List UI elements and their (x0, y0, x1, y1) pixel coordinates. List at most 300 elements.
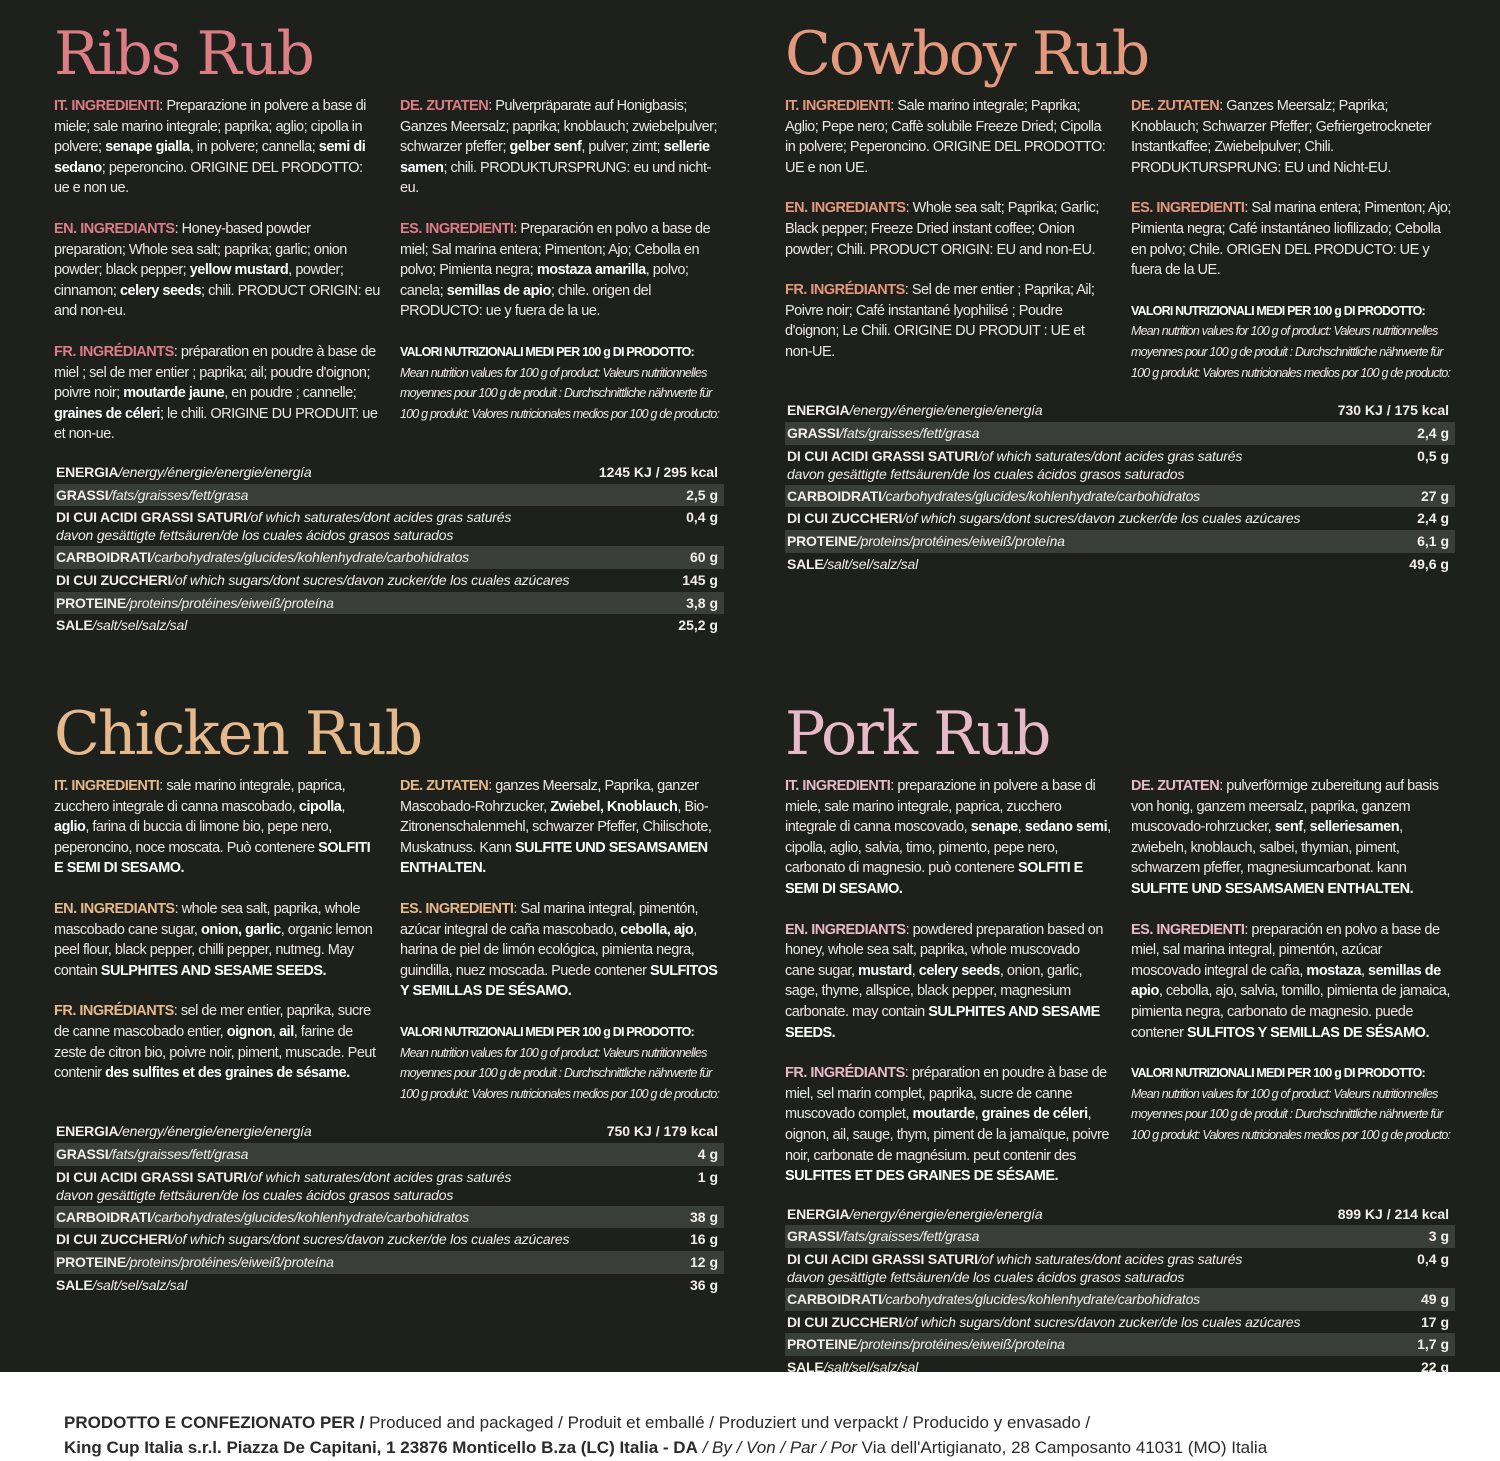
nutrient-name (787, 424, 979, 442)
ingredients-column-right (1131, 776, 1455, 1187)
rub-section-pork (785, 698, 1455, 1379)
nutrient-name-subline: davon gesättigte fettsäuren/de los cuales ácidos grasos saturados (56, 527, 454, 544)
nutrient-value: 17 g (1420, 1313, 1449, 1330)
footer-producer-heading: PRODOTTO E CONFEZIONATO PER / (64, 1413, 365, 1432)
footer-factory-address: Via dell'Artigianato, 28 Camposanto 41031 (MO) Italia (861, 1438, 1268, 1457)
nutrition-row (785, 1311, 1455, 1334)
nutrient-name-it: PROTEINE (787, 532, 857, 549)
nutrient-value: 3 g (1428, 1228, 1449, 1245)
nutrition-row (785, 530, 1455, 553)
nutrient-name (56, 1276, 187, 1294)
ingredients-grid (54, 96, 724, 445)
nutrient-name-it: PROTEINE (787, 1336, 857, 1353)
ingredient-text: : whole sea salt, paprika, whole mascobado cane sugar, (54, 900, 361, 938)
nutrition-row (785, 485, 1455, 508)
nutrition-row (785, 1203, 1455, 1226)
nutrient-name-it: DI CUI ACIDI GRASSI SATURI (787, 1251, 978, 1268)
nutrient-name-subline: davon gesättigte fettsäuren/de los cuales ácidos grasos saturados (787, 465, 1185, 482)
allergen-highlight: SULFITES ET DES GRAINES DE SÉSAME. (785, 1168, 1059, 1185)
nutrient-name-translations: /energy/énergie/energie/energía (118, 463, 312, 480)
nutrient-name (56, 571, 569, 589)
allergen-highlight: selleriesamen (1309, 819, 1400, 836)
ingredient-text: , powder; cinnamon; (54, 262, 344, 299)
nutrient-name-it: DI CUI ZUCCHERI (787, 510, 903, 527)
allergen-highlight: celery seeds (119, 282, 202, 299)
nutrient-name-translations: /proteins/protéines/eiweiß/proteína (856, 1336, 1065, 1353)
ingredient-language-label: IT. INGREDIENTI (785, 778, 891, 794)
ingredient-language-label: DE. ZUTATEN (1131, 98, 1220, 114)
allergen-highlight: sedano semi (1024, 819, 1108, 836)
ingredient-text: : Sel de mer entier ; Paprika; Ail; Poivre noir; Café instantané lyophilisé ; Poudre d'oignon; Le Chili. ORIGINE DU PRODUIT : UE et non-UE. (785, 282, 1095, 360)
footer-by-translations: / By / Von / Par / Por (697, 1438, 862, 1457)
ingredient-language-label: ES. INGREDIENTI (1131, 921, 1245, 938)
nutrient-name-it: GRASSI (56, 1146, 109, 1162)
nutrient-name-it: DI CUI ACIDI GRASSI SATURI (787, 447, 978, 464)
nutrition-row (54, 1166, 724, 1206)
ingredient-text: : preparazione in polvere a base di miele, sale marino integrale, paprica, zucchero integrale di canna moscovado, (785, 778, 1096, 836)
nutrient-value: 6,1 g (1417, 532, 1449, 549)
allergen-highlight: SULFITOS Y SEMILLAS DE SÉSAMO. (1186, 1024, 1429, 1041)
ingredient-language-label: EN. INGREDIANTS (785, 200, 906, 217)
nutrient-name (56, 594, 334, 612)
ingredient-text: : sel de mer entier, paprika, sucre de canne mascobado entier, (54, 1003, 371, 1040)
nutrient-name-translations: /salt/sel/salz/sal (92, 617, 187, 634)
nutrient-value: 12 g (689, 1254, 718, 1271)
nutrient-name-translations: /of which sugars/dont sucres/davon zucker/de los cuales azúcares (171, 1231, 570, 1248)
nutrient-name-it: CARBOIDRATI (787, 1291, 882, 1308)
ingredients-paragraph (54, 219, 380, 322)
nutrient-name (787, 555, 918, 573)
nutrient-name-translations: /of which sugars/dont sucres/davon zucker/de los cuales azúcares (902, 1313, 1301, 1330)
nutrient-name-it: CARBOIDRATI (56, 549, 151, 566)
nutrition-row (785, 553, 1455, 576)
ingredient-text: : Ganzes Meersalz; Paprika; Knoblauch; Schwarzer Pfeffer; Gefriergetrockneter Instantkaffee; Zwiebelpulver; Chili. PRODUKTURSPRUNG: EU und Nicht-EU. (1131, 98, 1432, 176)
ingredient-language-label: EN. INGREDIANTS (785, 921, 906, 938)
ingredients-column-left (54, 776, 380, 1104)
nutrient-value: 3,8 g (686, 594, 718, 611)
nutrient-name-it: DI CUI ACIDI GRASSI SATURI (56, 1168, 247, 1185)
allergen-highlight: SULPHITES AND SESAME SEEDS. (100, 962, 327, 979)
nutrient-name (787, 487, 1200, 505)
allergen-highlight: SULPHITES AND SESAME SEEDS. (785, 1003, 1100, 1041)
nutrient-name (56, 508, 511, 544)
nutrient-name-it: PROTEINE (56, 1254, 126, 1271)
ingredient-text: , pulver; zimt; (581, 139, 664, 156)
nutrition-header-translations: Mean nutrition values for 100 g of product: Valeurs nutritionnelles moyennes pour 100 g de produit : Durchschnittliche nährwerte für 100 g produkt: Valores nutricionales medios por 100 g de producto: (1131, 324, 1451, 380)
nutrient-value: 4 g (697, 1146, 718, 1162)
ingredient-text: , zwiebeln, knoblauch, salbei, thymian, piment, schwarzem pfeffer, magnesiumcarbonat. kann (1131, 819, 1407, 877)
nutrient-name (787, 532, 1065, 550)
ingredients-paragraph (1131, 96, 1455, 178)
nutrient-name-translations: /proteins/protéines/eiweiß/proteína (125, 594, 334, 611)
nutrient-name (56, 463, 311, 481)
footer-line-2 (64, 1435, 1484, 1460)
ingredients-paragraph (400, 219, 724, 322)
allergen-highlight: senape (970, 819, 1018, 836)
ingredients-column-left (785, 96, 1111, 383)
nutrient-name-it: ENERGIA (787, 402, 850, 419)
ingredient-text: : Preparación en polvo a base de miel; Sal marina entera; Pimenton; Ajo; Cebolla en polvo; Pimienta negra; (400, 220, 711, 279)
nutrient-name-translations: /of which saturates/dont acides gras saturés (246, 509, 512, 526)
ingredients-column-left (785, 776, 1111, 1187)
nutrition-row (54, 546, 724, 569)
ingredient-text: , (911, 962, 919, 979)
ingredients-paragraph (54, 899, 380, 981)
ingredient-text: , (1360, 962, 1369, 979)
nutrient-name (56, 1230, 569, 1248)
ingredient-language-label: FR. INGRÉDIANTS (785, 1065, 905, 1082)
ingredient-text: : Sal marina entera; Pimenton; Ajo; Pimienta negra; Café instantáneo liofilizado; Cebolla en polvo; Chile. ORIGEN DEL PRODUCTO: UE y fuera de la UE. (1131, 200, 1451, 279)
nutrient-name-it: DI CUI ACIDI GRASSI SATURI (56, 509, 247, 526)
nutrient-value: 0,4 g (686, 509, 718, 526)
ingredient-text: : preparación en polvo a base de miel, sal marina integral, pimentón, azúcar moscovado integral de caña, (1131, 921, 1440, 979)
ingredient-language-label: FR. INGRÉDIANTS (785, 282, 905, 299)
ingredients-paragraph (54, 776, 380, 879)
nutrient-name (787, 1290, 1200, 1308)
nutrient-name-translations: /energy/énergie/energie/energía (849, 402, 1043, 419)
nutrient-name-it: SALE (787, 555, 824, 572)
nutrient-name-translations: /salt/sel/salz/sal (823, 555, 918, 572)
allergen-highlight: onion, garlic (201, 921, 281, 938)
nutrient-value: 27 g (1420, 487, 1449, 504)
allergen-highlight: gelber senf (509, 139, 582, 156)
ingredients-paragraph (785, 96, 1111, 178)
ingredient-text: , (974, 1106, 982, 1123)
nutrient-value: 1,7 g (1417, 1336, 1449, 1353)
allergen-highlight: mostaza amarilla (536, 262, 646, 279)
ingredient-text: ; le chili. ORIGINE DU PRODUIT: ue et non-ue. (54, 405, 378, 443)
ingredients-column-right (400, 776, 724, 1104)
ingredient-text: , (1302, 819, 1310, 836)
nutrient-value: 899 KJ / 214 kcal (1337, 1205, 1449, 1222)
nutrition-row (54, 461, 724, 484)
ingredient-language-label: ES. INGREDIENTI (400, 900, 514, 917)
nutrition-row (54, 484, 724, 507)
rub-title: Cowboy Rub (785, 19, 1149, 89)
allergen-highlight: graines de céleri (981, 1106, 1088, 1123)
nutrition-header-translations: Mean nutrition values for 100 g of product: Valeurs nutritionnelles moyennes pour 100 g de produit : Durchschnittliche nährwerte für 100 g produkt: Valores nutricionales medios por 100 g de producto: (1131, 1086, 1451, 1142)
ingredient-text: : pulverförmige zubereitung auf basis von honig, ganzem meersalz, paprika, ganzem muscovado-rohrzucker, (1131, 778, 1439, 836)
nutrient-name (56, 1208, 469, 1226)
nutrient-name (787, 1205, 1042, 1223)
ingredient-text: , farina di buccia di limone bio, pepe nero, peperoncino, noce moscata. Può contenere (54, 819, 332, 856)
nutrient-value: 730 KJ / 175 kcal (1337, 402, 1449, 419)
nutrient-name-translations: /energy/énergie/energie/energía (849, 1205, 1043, 1222)
allergen-highlight: ail (279, 1023, 294, 1040)
allergen-highlight: SULFITOS Y SEMILLAS DE SÉSAMO. (400, 962, 718, 1000)
ingredient-language-label: ES. INGREDIENTI (1131, 200, 1245, 217)
ingredients-grid (54, 776, 724, 1104)
nutrition-row (785, 445, 1455, 485)
nutrition-row (785, 1288, 1455, 1311)
nutrition-row (785, 1225, 1455, 1248)
ingredient-text: , harina de piel de limón ecológica, pimienta negra, guindilla, nuez moscada. Puede contener (400, 921, 697, 979)
nutrient-name-translations: /energy/énergie/energie/energía (118, 1123, 312, 1140)
ingredients-paragraph (1131, 776, 1455, 900)
nutrient-name-translations: /fats/graisses/fett/grasa (839, 1228, 980, 1245)
ingredient-language-label: FR. INGRÉDIANTS (54, 343, 174, 360)
nutrition-header (1131, 1063, 1455, 1145)
allergen-highlight: Zwiebel, Knoblauch (550, 798, 678, 815)
nutrient-name-it: SALE (56, 1276, 93, 1293)
nutrition-row (785, 1356, 1455, 1379)
nutrient-value: 22 g (1420, 1359, 1449, 1376)
allergen-highlight: oignon (226, 1023, 273, 1040)
nutrient-name (56, 1168, 511, 1204)
nutrition-row (54, 506, 724, 546)
nutrition-header-translations: Mean nutrition values for 100 g of product: Valeurs nutritionnelles moyennes pour 100 g de produit : Durchschnittliche nährwerte für 100 g produkt: Valores nutricionales medios por 100 g de producto: (400, 365, 720, 421)
nutrient-name-translations: /of which saturates/dont acides gras saturés (246, 1168, 512, 1185)
rub-section-ribs (54, 18, 724, 637)
allergen-highlight: senf (1274, 819, 1303, 836)
nutrient-name-it: ENERGIA (787, 1205, 850, 1222)
ingredients-paragraph (785, 198, 1111, 260)
ingredient-text: , cipolla, aglio, salvia, timo, pimento, pepe nero, carbonato di magnesio. può contenere (785, 819, 1111, 877)
nutrient-name-it: DI CUI ZUCCHERI (787, 1313, 903, 1330)
ingredients-paragraph (54, 96, 380, 199)
nutrient-name-translations: /fats/graisses/fett/grasa (839, 424, 980, 441)
nutrient-name (56, 616, 187, 634)
nutrition-row (54, 1228, 724, 1251)
nutrient-name-translations: /proteins/protéines/eiweiß/proteína (856, 532, 1065, 549)
nutrition-header-title: VALORI NUTRIZIONALI MEDI PER 100 g DI PRODOTTO: (400, 344, 694, 359)
ingredient-text: , onion, garlic, sage, thyme, allspice, black pepper, magnesium carbonate. may contain (785, 962, 1083, 1020)
allergen-highlight: moutarde jaune (123, 385, 225, 402)
allergen-highlight: aglio (54, 819, 86, 836)
nutrition-header-translations: Mean nutrition values for 100 g of product: Valeurs nutritionnelles moyennes pour 100 g de produit : Durchschnittliche nährwerte für 100 g produkt: Valores nutricionales medios por 100 g de producto: (400, 1045, 720, 1101)
ingredient-text: , (272, 1023, 280, 1040)
producer-footer (64, 1410, 1484, 1460)
nutrient-name-translations: /of which sugars/dont sucres/davon zucker/de los cuales azúcares (902, 510, 1301, 527)
nutrient-value: 2,4 g (1417, 510, 1449, 527)
nutrient-value: 25,2 g (678, 617, 718, 634)
nutrient-name-translations: /proteins/protéines/eiweiß/proteína (125, 1254, 334, 1271)
nutrient-value: 49,6 g (1409, 555, 1449, 572)
allergen-highlight: des sulfites et des graines de sésame. (105, 1065, 350, 1082)
nutrient-name-translations: /carbohydrates/glucides/kohlenhydrate/carbohidratos (150, 549, 469, 566)
ingredients-paragraph (400, 96, 724, 199)
allergen-highlight: SULFITE UND SESAMSAMEN ENTHALTEN. (400, 839, 708, 877)
ingredient-language-label: EN. INGREDIANTS (54, 220, 175, 237)
nutrition-row (54, 1251, 724, 1274)
ingredient-text: ; chile. origen del PRODUCTO: ue y fuera de la ue. (400, 282, 651, 320)
nutrition-table (785, 399, 1455, 575)
ingredients-paragraph (785, 280, 1111, 362)
allergen-highlight: mostaza (1306, 962, 1361, 979)
ingredients-paragraph (785, 776, 1111, 900)
nutrition-row (54, 1206, 724, 1229)
nutrient-name (56, 1253, 334, 1271)
nutrition-row (785, 507, 1455, 530)
nutrient-name-translations: /carbohydrates/glucides/kohlenhydrate/carbohidratos (881, 1291, 1200, 1308)
nutrition-row (785, 1248, 1455, 1288)
nutrition-header-title: VALORI NUTRIZIONALI MEDI PER 100 g DI PRODOTTO: (1131, 1066, 1425, 1081)
nutrient-value: 145 g (682, 571, 718, 588)
nutrient-value: 2,5 g (686, 486, 718, 503)
nutrition-row (54, 592, 724, 615)
ingredient-text: , (341, 798, 345, 815)
nutrient-name-translations: /fats/graisses/fett/grasa (108, 486, 249, 503)
ingredient-language-label: ES. INGREDIENTI (400, 220, 514, 237)
allergen-highlight: moutarde (912, 1106, 975, 1123)
ingredient-text: : Honey-based powder preparation; Whole sea salt; paprika; garlic; onion powder; black pepper; (54, 220, 347, 279)
ingredients-paragraph (54, 342, 380, 445)
nutrient-name-it: ENERGIA (56, 1123, 119, 1140)
nutrient-name-translations: /carbohydrates/glucides/kohlenhydrate/carbohidratos (150, 1208, 469, 1225)
nutrition-row (54, 1274, 724, 1297)
ingredient-language-label: IT. INGREDIENTI (54, 98, 160, 114)
nutrient-value: 60 g (689, 549, 718, 566)
rub-title: Pork Rub (785, 699, 1050, 769)
nutrient-name (787, 509, 1300, 527)
ingredient-language-label: DE. ZUTATEN (1131, 778, 1220, 794)
allergen-highlight: yellow mustard (189, 262, 289, 279)
nutrient-name-subline: davon gesättigte fettsäuren/de los cuales ácidos grasos saturados (787, 1269, 1185, 1286)
ingredient-text: : Pulverpräparate auf Honigbasis; Ganzes Meersalz; paprika; knoblauch; zwiebelpulver; schwarzer pfeffer; (400, 98, 718, 156)
ingredients-paragraph (1131, 920, 1455, 1044)
nutrition-row (785, 399, 1455, 422)
ingredient-text: ; chili. PRODUCT ORIGIN: eu and non-eu. (54, 282, 380, 320)
nutrient-name-it: GRASSI (787, 1228, 840, 1245)
allergen-highlight: SOLFITI E SEMI DI SESAMO. (785, 860, 1083, 897)
nutrient-name-it: SALE (787, 1359, 824, 1376)
allergen-highlight: celery seeds (918, 962, 1000, 979)
ingredient-text: : powdered preparation based on honey, whole sea salt, paprika, whole muscovado cane sugar, (785, 921, 1103, 979)
ingredient-language-label: FR. INGRÉDIANTS (54, 1003, 174, 1020)
nutrient-name (787, 1313, 1300, 1331)
ingredient-text: , organic lemon peel flour, black pepper, chilli pepper, nutmeg. May contain (54, 921, 373, 979)
rub-title: Ribs Rub (54, 19, 313, 89)
footer-company-address: King Cup Italia s.r.l. Piazza De Capitani, 1 23876 Monticello B.za (LC) Italia - DA (64, 1438, 698, 1457)
nutrition-header-title: VALORI NUTRIZIONALI MEDI PER 100 g DI PRODOTTO: (400, 1024, 694, 1039)
nutrient-name (787, 1250, 1242, 1286)
nutrition-row (54, 614, 724, 637)
nutrition-row (54, 569, 724, 592)
nutrient-name-translations: /carbohydrates/glucides/kohlenhydrate/carbohidratos (881, 487, 1200, 504)
nutrition-header (1131, 301, 1455, 383)
rub-section-chicken (54, 698, 724, 1296)
footer-line-1 (64, 1410, 1484, 1435)
nutrient-name-translations: /of which sugars/dont sucres/davon zucker/de los cuales azúcares (171, 571, 570, 588)
nutrient-name (56, 548, 469, 566)
ingredients-grid (785, 776, 1455, 1187)
ingredients-paragraph (54, 1001, 380, 1083)
ingredient-text: , en poudre ; cannelle; (224, 385, 357, 402)
nutrient-name (787, 447, 1242, 483)
nutrient-value: 38 g (689, 1208, 718, 1225)
ingredients-paragraph (400, 776, 724, 879)
ingredients-grid (785, 96, 1455, 383)
ingredient-text: , (1017, 819, 1025, 836)
allergen-highlight: semillas de apio (1131, 962, 1441, 1000)
nutrient-name-it: CARBOIDRATI (787, 487, 882, 504)
allergen-highlight: SULFITE UND SESAMSAMEN ENTHALTEN. (1131, 880, 1414, 897)
nutrient-name-translations: /fats/graisses/fett/grasa (108, 1146, 249, 1162)
ingredients-paragraph (400, 899, 724, 1002)
ingredient-text: : Sale marino integrale; Paprika; Aglio; Pepe nero; Caffè solubile Freeze Dried; Cipolla in polvere; Peperoncino. ORIGINE DEL PRODOTTO: UE e non UE. (785, 98, 1106, 176)
ingredient-text: : Sal marina integral, pimentón, azúcar integral de caña mascobado, (400, 900, 699, 938)
ingredient-text: : ganzes Meersalz, Paprika, ganzer Mascobado-Rohrzucker, (400, 778, 699, 815)
nutrient-name-it: PROTEINE (56, 594, 126, 611)
nutrition-header-title: VALORI NUTRIZIONALI MEDI PER 100 g DI PRODOTTO: (1131, 303, 1425, 318)
ingredient-text: : Whole sea salt; Paprika; Garlic; Black pepper; Freeze Dried instant coffee; Onion powder; Chili. PRODUCT ORIGIN: EU and non-EU. (785, 200, 1099, 258)
allergen-highlight: cebolla, ajo (620, 921, 694, 938)
ingredient-text: : préparation en poudre à base de miel, sel marin complet, paprika, sucre de canne muscovado complet, (785, 1065, 1107, 1123)
nutrient-name (56, 486, 248, 504)
rub-title: Chicken Rub (54, 699, 422, 769)
nutrient-name (56, 1145, 248, 1163)
nutrient-value: 36 g (689, 1276, 718, 1293)
allergen-highlight: SOLFITI E SEMI DI SESAMO. (54, 839, 371, 877)
allergen-highlight: cipolla (298, 798, 342, 815)
nutrient-name-it: CARBOIDRATI (56, 1208, 151, 1225)
ingredient-text: , Bio-Zitronenschalenmehl, schwarzer Pfeffer, Chilischote, Muskatnuss. Kann (400, 798, 712, 856)
nutrient-name-translations: /salt/sel/salz/sal (823, 1359, 918, 1376)
nutrition-table (54, 461, 724, 637)
ingredients-column-right (400, 96, 724, 445)
ingredient-text: : préparation en poudre à base de miel ; sel de mer entier ; paprika; ail; poudre d'oignon; poivre noir; (54, 343, 376, 402)
nutrient-name-it: SALE (56, 617, 93, 634)
nutrition-row (785, 1333, 1455, 1356)
ingredient-text: , polvo; canela; (400, 262, 689, 299)
nutrition-header (400, 342, 724, 424)
nutrient-value: 2,4 g (1417, 424, 1449, 441)
ingredient-text: , oignon, ail, sauge, thym, piment de la jamaïque, poivre noir, carbonate de magnésium. peut contenir des (785, 1106, 1109, 1164)
nutrient-name (787, 1335, 1065, 1353)
nutrient-value: 0,4 g (1417, 1251, 1449, 1268)
ingredient-text: : sale marino integrale, paprica, zucchero integrale di canna mascobado, (54, 778, 346, 815)
nutrition-row (54, 1143, 724, 1166)
nutrient-value: 1245 KJ / 295 kcal (598, 463, 718, 480)
allergen-highlight: mustard (858, 962, 912, 979)
nutrient-name (787, 1227, 979, 1245)
nutrition-row (785, 422, 1455, 445)
nutrient-name-it: DI CUI ZUCCHERI (56, 571, 172, 588)
ingredient-text: , farine de zeste de citron bio, poivre noir, piment, muscade. Peut contenir (54, 1023, 376, 1082)
ingredients-paragraph (785, 920, 1111, 1044)
ingredient-text: , in polvere; cannella; (189, 139, 319, 156)
nutrient-value: 49 g (1420, 1291, 1449, 1308)
ingredient-text: ; peperoncino. ORIGINE DEL PRODOTTO: ue e non ue. (54, 159, 363, 197)
ingredients-column-right (1131, 96, 1455, 383)
nutrient-value: 1 g (697, 1168, 718, 1185)
ingredients-paragraph (785, 1063, 1111, 1187)
allergen-highlight: senape gialla (105, 139, 190, 156)
nutrition-table (785, 1203, 1455, 1379)
nutrient-name-it: GRASSI (56, 486, 109, 503)
nutrition-header (400, 1022, 724, 1104)
nutrient-name-translations: /of which saturates/dont acides gras saturés (977, 1251, 1243, 1268)
nutrient-value: 0,5 g (1417, 447, 1449, 464)
nutrient-value: 750 KJ / 179 kcal (606, 1123, 718, 1140)
nutrient-name (56, 1122, 311, 1140)
ingredient-language-label: DE. ZUTATEN (400, 778, 489, 794)
ingredient-language-label: EN. INGREDIANTS (54, 900, 175, 917)
nutrient-name-it: DI CUI ZUCCHERI (56, 1231, 172, 1248)
ingredient-text: , cebolla, ajo, salvia, tomillo, pimienta de jamaica, pimienta negra, carbonato de magnesio. puede contener (1131, 983, 1450, 1041)
allergen-highlight: graines de céleri (54, 405, 160, 422)
ingredient-language-label: IT. INGREDIENTI (54, 778, 160, 794)
nutrient-name-subline: davon gesättigte fettsäuren/de los cuales ácidos grasos saturados (56, 1186, 454, 1203)
nutrition-table (54, 1120, 724, 1296)
nutrient-name-it: GRASSI (787, 424, 840, 441)
ingredients-paragraph (1131, 198, 1455, 280)
nutrient-value: 16 g (689, 1231, 718, 1248)
ingredients-column-left (54, 96, 380, 445)
nutrition-row (54, 1120, 724, 1143)
allergen-highlight: sellerie samen (400, 139, 710, 176)
footer-translations: Produced and packaged / Produit et emballé / Produziert und verpackt / Producido y envasado / (364, 1413, 1091, 1432)
